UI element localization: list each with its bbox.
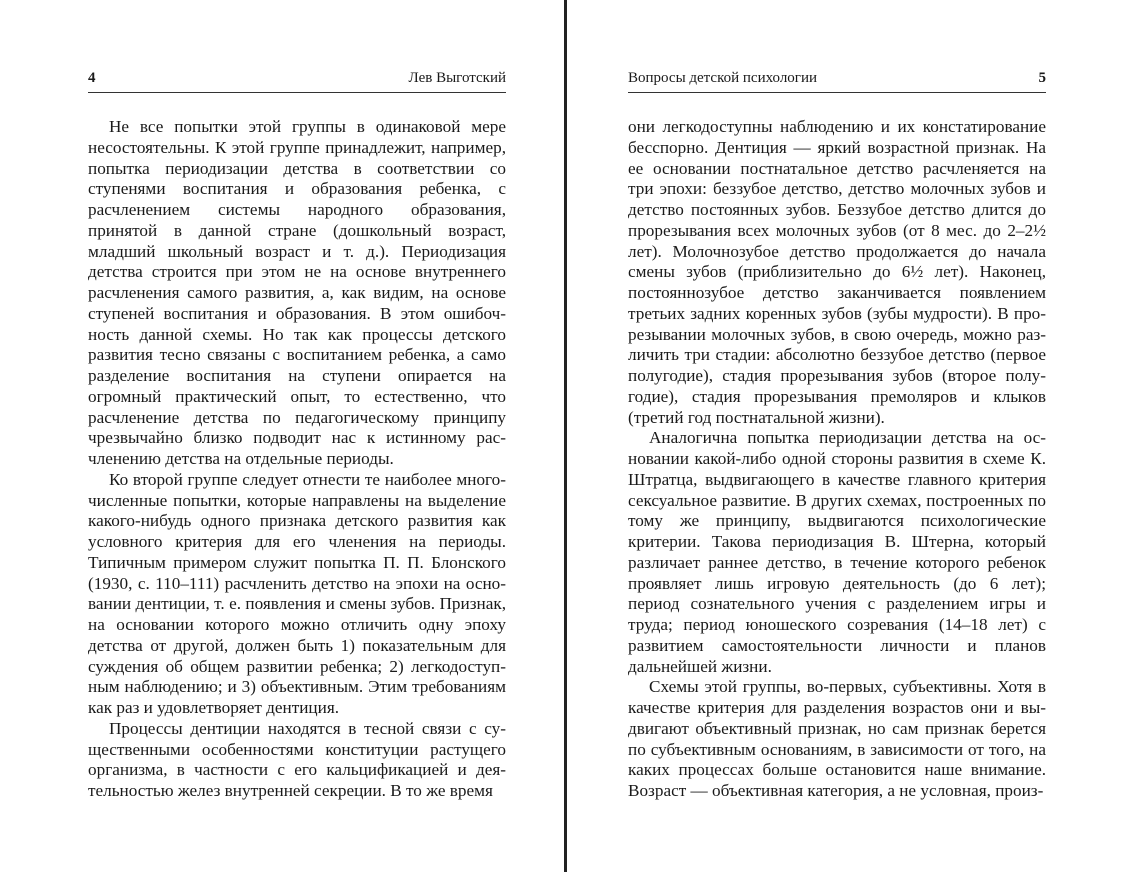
running-head: Лев Выготский xyxy=(408,70,506,86)
page-number: 4 xyxy=(88,70,96,86)
left-page-body xyxy=(88,117,506,802)
paragraph: Аналогична попытка периодизации детства на основании какой-либо одной стороны развития в схеме К. Штратца, выдвигающего в качестве главного критерия сексуальное развитие. В других схемах, построенных по тому же принципу, выдвигаются психологические критерии. Такова периодизация В. Штерна, который различает раннее детство, в течение которого ребенок проявляет лишь игровую деятельность (до 6 лет); период сознательного учения с разделением игры и труда; период юношеского созревания (14–18 лет) с развитием самостоятельности личности и планов дальнейшей жизни. xyxy=(628,428,1046,676)
right-page-body xyxy=(628,117,1046,802)
paragraph: Процессы дентиции находятся в тесной связи с существенными особенностями конституции растущего организма, в частности с его кальцификацией и деятельностью желез внутренней секреции. В то же время xyxy=(88,718,506,800)
page-number: 5 xyxy=(1038,70,1046,86)
right-page-header xyxy=(628,66,1046,93)
paragraph: Ко второй группе следует отнести те наиболее многочисленные попытки, которые направлены на выделение какого-нибудь одного признака детского развития как условного критерия для его членения на периоды. Типичным примером служит попытка П. П. Блонского (1930, с. 110–111) расчленить детство на эпохи на основании дентиции, т. е. появления и смены зубов. Признак, на основании которого можно отличить одну эпоху детства от другой, должен быть 1) показательным для суждения об общем развитии ребенка; 2) легкодоступным наблюдению; и 3) объективным. Этим требованиям как раз и удовлетворяет дентиция. xyxy=(88,469,506,717)
running-head: Вопросы детской психологии xyxy=(628,70,818,86)
paragraph-continued: они легкодоступны наблюдению и их констатирование бесспорно. Дентиция — яркий возрастной признак. На ее основании постнатальное детство расчленяется на три эпохи: беззубое детство, детство молочных зубов и детство постоянных зубов. Беззубое детство длится до прорезывания всех молочных зубов (от 8 мес. до 2–2½ лет). Молочнозубое детство продолжается до начала смены зубов (приблизительно до 6½ лет). Наконец, постояннозубое детство заканчивается появлением третьих задних коренных зубов (зубы мудрости). В прорезывании молочных зубов, в свою очередь, можно различить три стадии: абсолютно беззубое детство (первое полугодие), стадия прорезывания зубов (второе полугодие), стадия прорезывания премоляров и клыков (третий год постнатальной жизни). xyxy=(628,117,1046,427)
book-gutter xyxy=(564,0,567,872)
left-page xyxy=(88,0,506,872)
right-page xyxy=(628,0,1046,872)
paragraph: Схемы этой группы, во-первых, субъективны. Хотя в качестве критерия для разделения возрастов они и выдвигают объективный признак, но сам признак берется по субъективным основаниям, в зависимости от того, на каких процессах больше остановится наше внимание. Возраст — объективная категория, а не условная, произ- xyxy=(628,677,1046,800)
paragraph: Не все попытки этой группы в одинаковой мере несостоятельны. К этой группе принадлежит, например, попытка периодизации детства в соответствии со ступенями воспитания и образования ребенка, с расчленением системы народного образования, принятой в данной стране (дошкольный возраст, младший школьный возраст и т. д.). Периодизация детства строится при этом не на основе внутреннего расчленения самого развития, а, как видим, на основе ступеней воспитания и образования. В этом ошибочность данной схемы. Но так как процессы детского развития тесно связаны с воспитанием ребенка, а само разделение воспитания на ступени опирается на огромный практический опыт, то естественно, что расчленение детства по педагогическому принципу чрезвычайно близко подводит нас к истинному расчленению детства на отдельные периоды. xyxy=(88,117,506,468)
left-page-header xyxy=(88,66,506,93)
